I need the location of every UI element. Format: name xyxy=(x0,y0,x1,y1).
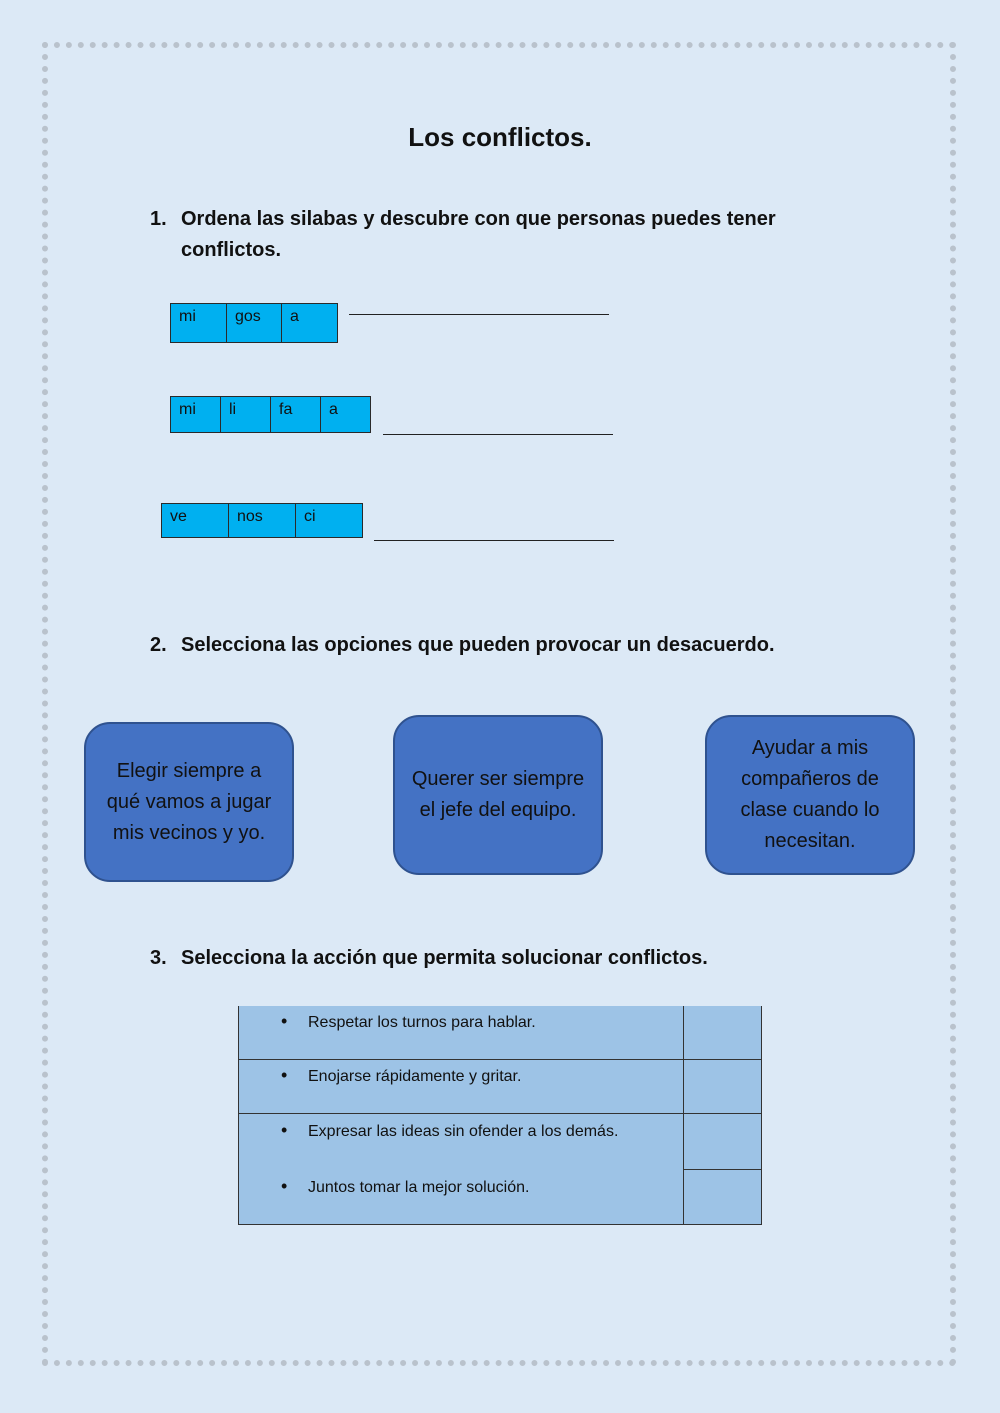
answer-cell[interactable] xyxy=(685,1115,761,1168)
table-row[interactable] xyxy=(281,1176,530,1197)
option-card-3[interactable]: Ayudar a mis compañeros de clase cuando lo necesitan. xyxy=(705,715,915,875)
option-card-1[interactable]: Elegir siempre a qué vamos a jugar mis vecinos y yo. xyxy=(84,722,294,882)
syllable-cell[interactable]: gos xyxy=(227,304,282,342)
table-row-border xyxy=(239,1113,761,1114)
question-1-number: 1. xyxy=(150,208,167,230)
syllable-cell[interactable]: ci xyxy=(296,504,362,537)
answer-line-2[interactable] xyxy=(383,434,613,435)
option-text: Respetar los turnos para hablar. xyxy=(308,1014,536,1031)
answer-cell[interactable] xyxy=(685,1061,761,1112)
question-2 xyxy=(150,630,870,661)
syllable-cell[interactable]: mi xyxy=(171,304,227,342)
bullet-icon: • xyxy=(281,1065,288,1085)
question-3-number: 3. xyxy=(150,947,167,969)
answer-line-1[interactable] xyxy=(349,314,609,315)
syllable-group-3 xyxy=(161,503,363,538)
bullet-icon: • xyxy=(281,1176,288,1196)
answer-line-3[interactable] xyxy=(374,540,614,541)
question-1-line-2: conflictos. xyxy=(181,239,282,261)
answer-cell[interactable] xyxy=(685,1171,761,1223)
table-row[interactable] xyxy=(281,1011,536,1032)
question-2-number: 2. xyxy=(150,634,167,656)
syllable-cell[interactable]: nos xyxy=(229,504,296,537)
question-3-text: Selecciona la acción que permita solucionar conflictos. xyxy=(181,947,708,969)
table-row-border xyxy=(683,1169,761,1170)
bullet-icon: • xyxy=(281,1120,288,1140)
table-row[interactable] xyxy=(281,1065,522,1086)
bullet-icon: • xyxy=(281,1011,288,1031)
option-text: Juntos tomar la mejor solución. xyxy=(308,1179,530,1196)
syllable-cell[interactable]: li xyxy=(221,397,271,432)
table-divider xyxy=(683,1006,684,1224)
option-text: Enojarse rápidamente y gritar. xyxy=(308,1068,522,1085)
syllable-cell[interactable]: ve xyxy=(162,504,229,537)
answer-cell[interactable] xyxy=(685,1006,761,1058)
question-2-text: Selecciona las opciones que pueden provocar un desacuerdo. xyxy=(181,634,775,656)
question-1 xyxy=(150,204,850,266)
syllable-cell[interactable]: a xyxy=(282,304,337,342)
syllable-cell[interactable]: mi xyxy=(171,397,221,432)
option-text: Expresar las ideas sin ofender a los demás. xyxy=(308,1123,619,1140)
options-table xyxy=(238,1006,762,1225)
page-title: Los conflictos. xyxy=(408,122,592,152)
table-row-border xyxy=(239,1059,761,1060)
syllable-cell[interactable]: a xyxy=(321,397,370,432)
option-card-2[interactable]: Querer ser siempre el jefe del equipo. xyxy=(393,715,603,875)
question-3 xyxy=(150,943,870,974)
syllable-cell[interactable]: fa xyxy=(271,397,321,432)
question-1-line-1: Ordena las silabas y descubre con que personas puedes tener xyxy=(181,208,776,230)
table-row[interactable] xyxy=(281,1120,619,1141)
syllable-group-1 xyxy=(170,303,338,343)
syllable-group-2 xyxy=(170,396,371,433)
